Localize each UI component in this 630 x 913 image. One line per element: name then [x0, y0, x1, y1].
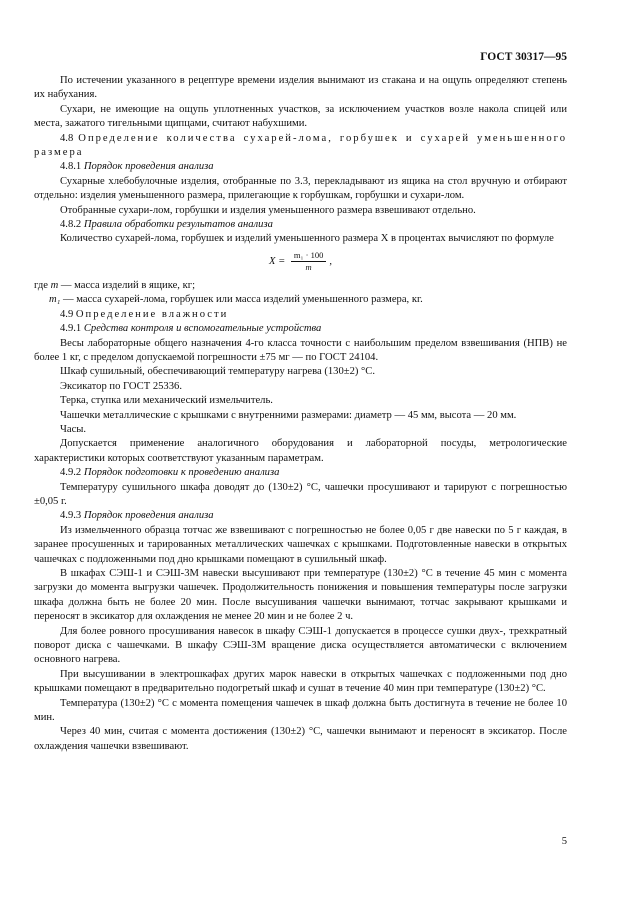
subsection-heading-4-9-1	[34, 322, 567, 336]
paragraph: Часы.	[60, 423, 87, 435]
subsection-number: 4.8.2	[60, 219, 82, 231]
section-number: 4.8	[60, 132, 74, 144]
definition-m1	[34, 293, 567, 307]
paragraph: Терка, ступка или механический измельчитель.	[60, 395, 273, 407]
formula-definitions	[34, 279, 567, 308]
paragraph: Количество сухарей-лома, горбушек и изделий уменьшенного размера X в процентах вычисляют по формуле	[60, 233, 554, 245]
paragraph: Для более ровного просушивания навесок в шкафу СЭШ-1 допускается в процессе сушки двух-, трехкратный поворот диска с чашечками. В шкафу СЭШ-3М вращение диска осуществляется автоматически с включением основного нагрева.	[34, 625, 567, 666]
subsection-heading-4-9-2	[34, 466, 567, 480]
paragraph: Температура (130±2) °С с момента помещения чашечек в шкаф должна быть достигнута в течение не более 10 мин.	[34, 697, 567, 724]
page-number: 5	[561, 835, 567, 847]
formula-numerator: m₁ · 100	[291, 250, 326, 262]
definition-text: — масса сухарей-лома, горбушек или масса изделий уменьшенного размера, кг.	[60, 294, 423, 306]
subsection-number: 4.9.1	[60, 323, 82, 335]
formula	[34, 250, 567, 273]
paragraph: Чашечки металлические с крышками с внутренними размерами: диаметр — 45 мм, высота — 20 мм.	[60, 409, 517, 421]
subsection-title: Средства контроля и вспомогательные устройства	[83, 323, 322, 335]
subsection-number: 4.8.1	[60, 161, 82, 173]
subsection-heading-4-9-3	[34, 509, 567, 523]
paragraph: Из измельченного образца тотчас же взвешивают с погрешностью не более 0,05 г две навески по 5 г каждая, в заранее просушенных и тарированных металлических чашечках с крышками. Подготовленные навески в открытых чашечках с подложенными под дно крышками помещают в сушильный шкаф.	[34, 524, 567, 565]
section-number: 4.9	[60, 308, 74, 320]
formula-fraction	[291, 250, 326, 273]
formula-lhs: X =	[269, 255, 288, 267]
definition-m	[34, 279, 567, 293]
subsection-number: 4.9.3	[60, 510, 82, 522]
variable-m1: m₁	[49, 294, 61, 306]
subsection-title: Порядок проведения анализа	[83, 510, 214, 522]
paragraph: Сухарные хлебобулочные изделия, отобранные по 3.3, перекладывают из ящика на стол вручную и отбирают отдельно: изделия уменьшенного размера, прилегающие к горбушкам, горбушки и сухари-лом.	[34, 175, 567, 202]
section-heading-4-9	[34, 308, 567, 322]
paragraph: Шкаф сушильный, обеспечивающий температуру нагрева (130±2) °С.	[60, 366, 375, 378]
subsection-number: 4.9.2	[60, 467, 82, 479]
paragraph: Сухари, не имеющие на ощупь уплотненных участков, за исключением участков возле накола спицей или места, зажатого тигельными щипцами, считают набухшими.	[34, 103, 567, 130]
definition-prefix: где	[34, 279, 51, 291]
paragraph: Допускается применение аналогичного оборудования и лабораторной посуды, метрологические характеристики которых соответствуют указанным параметрам.	[34, 438, 567, 464]
paragraph: В шкафах СЭШ-1 и СЭШ-3М навески высушивают при температуре (130±2) °С в течение 45 мин с момента загрузки до момента выгрузки чашечек. Продолжительность понижения и повышения температуры после загрузки шкафа должна быть не более 20 мин. После высушивания чашечки вынимают, тотчас закрывают крышками и переносят в эксикатор для охлаждения не менее 20 мин и не более 2 ч.	[34, 568, 567, 623]
paragraph: По истечении указанного в рецептуре времени изделия вынимают из стакана и на ощупь определяют степень их набухания.	[34, 75, 567, 101]
paragraph: При высушивании в электрошкафах других марок навески в открытых чашечках с подложенными под дно крышками помещают в предварительно подогретый шкаф и сушат в течение 40 мин при температуре (130±2) °С.	[34, 668, 567, 695]
subsection-title: Правила обработки результатов анализа	[83, 219, 273, 231]
subsection-heading-4-8-1	[34, 160, 567, 174]
subsection-title: Порядок подготовки к проведению анализа	[83, 467, 280, 479]
paragraph: Через 40 мин, считая с момента достижения (130±2) °С, чашечки вынимают и переносят в эксикатор. После охлаждения чашечки взвешивают.	[34, 726, 567, 752]
section-title: Определение влажности	[75, 308, 229, 320]
paragraph: Отобранные сухари-лом, горбушки и изделия уменьшенного размера взвешивают отдельно.	[60, 204, 476, 216]
document-body	[34, 74, 567, 754]
paragraph: Температуру сушильного шкафа доводят до (130±2) °С, чашечки просушивают и тарируют с погрешностью ±0,05 г.	[34, 481, 567, 507]
subsection-heading-4-8-2	[34, 218, 567, 232]
standard-header: ГОСТ 30317—95	[480, 51, 567, 63]
formula-tail: ,	[329, 255, 332, 267]
section-heading-4-8	[34, 132, 567, 161]
subsection-title: Порядок проведения анализа	[83, 161, 214, 173]
formula-denominator: m	[305, 261, 312, 272]
paragraph: Весы лабораторные общего назначения 4-го класса точности с наибольшим пределом взвешивания (НПВ) не более 1 кг, с пределом допускаемой погрешности ±75 мг — по ГОСТ 24104.	[34, 337, 567, 363]
paragraph: Эксикатор по ГОСТ 25336.	[60, 380, 182, 392]
definition-text: — масса изделий в ящике, кг;	[58, 279, 196, 291]
section-title: Определение количества сухарей-лома, горбушек и сухарей уменьшенного размера	[34, 132, 567, 159]
variable-m: m	[50, 279, 59, 291]
